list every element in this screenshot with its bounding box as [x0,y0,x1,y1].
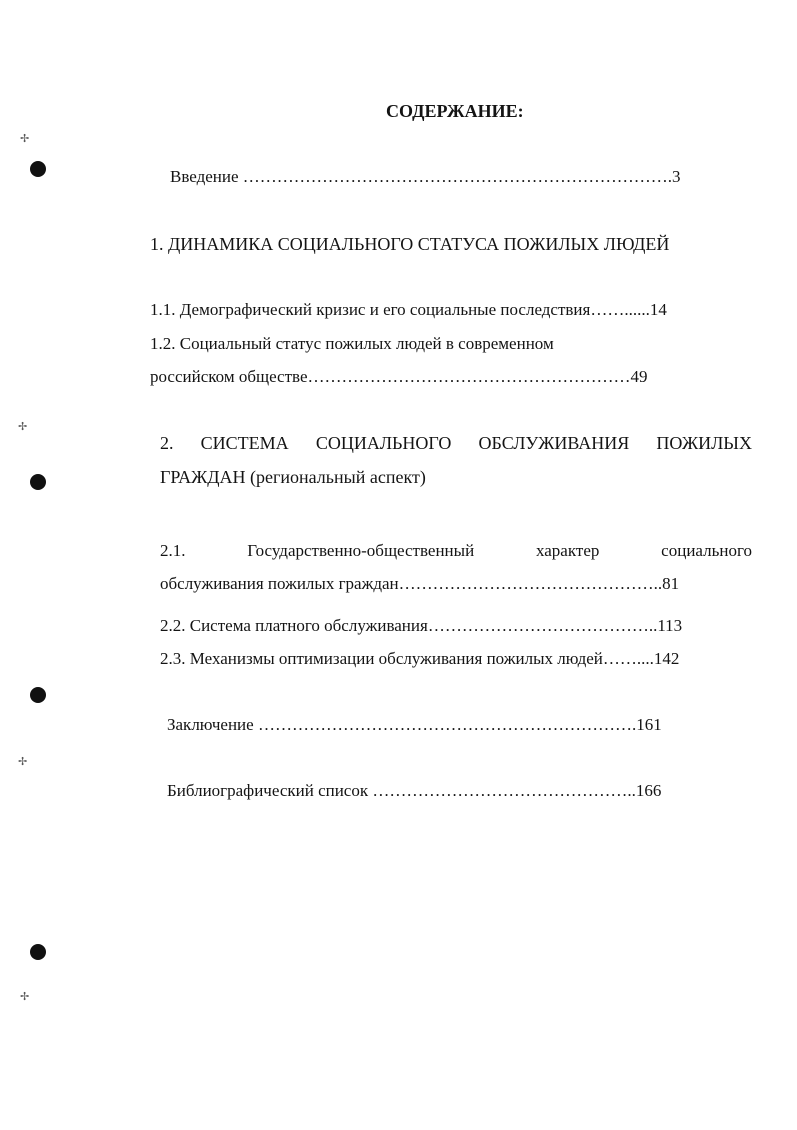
word: характер [535,541,600,560]
word: Государственно-общественный [247,541,475,560]
toc-entry-1-2-line1: 1.2. Социальный статус пожилых людей в современном [150,334,554,353]
toc-entry-1-2-line2: российском обществе…………………………………………………49 [150,367,648,386]
toc-entry-2-2: 2.2. Система платного обслуживания…………………………………..113 [160,616,683,635]
toc-entry-2-3: 2.3. Механизмы оптимизации обслуживания пожилых людей……....142 [160,649,680,668]
page-title: СОДЕРЖАНИЕ: [386,101,524,121]
word: социального [661,541,752,560]
toc-chapter-2-line1 [160,432,752,454]
margin-mark: ✢ [18,420,28,433]
word: СИСТЕМА [200,433,289,453]
toc-entry-2-1-line2: обслуживания пожилых граждан………………………………………..81 [160,574,680,593]
word: ОБСЛУЖИВАНИЯ [478,433,630,453]
toc-entry-2-1-line1 [160,541,752,561]
margin-mark: ✢ [18,755,28,768]
word: 2.1. [160,541,186,560]
word: ПОЖИЛЫХ [656,433,752,453]
word: СОЦИАЛЬНОГО [315,433,452,453]
margin-mark: ✢ [20,990,30,1003]
punch-hole [30,687,46,703]
punch-hole [30,944,46,960]
toc-entry-1-1: 1.1. Демографический кризис и его социальные последствия……......14 [150,300,667,319]
toc-entry-bibliography: Библиографический список ………………………………………..166 [167,781,662,800]
margin-mark: ✢ [20,132,30,145]
word: 2. [160,433,174,453]
punch-hole [30,161,46,177]
toc-entry-intro: Введение ………………………………………………………………….3 [170,167,681,186]
toc-chapter-2-line2: ГРАЖДАН (региональный аспект) [160,467,426,487]
punch-hole [30,474,46,490]
toc-entry-conclusion: Заключение ………………………………………………………….161 [167,715,662,734]
toc-chapter-1: 1. ДИНАМИКА СОЦИАЛЬНОГО СТАТУСА ПОЖИЛЫХ ЛЮДЕЙ [150,234,670,254]
